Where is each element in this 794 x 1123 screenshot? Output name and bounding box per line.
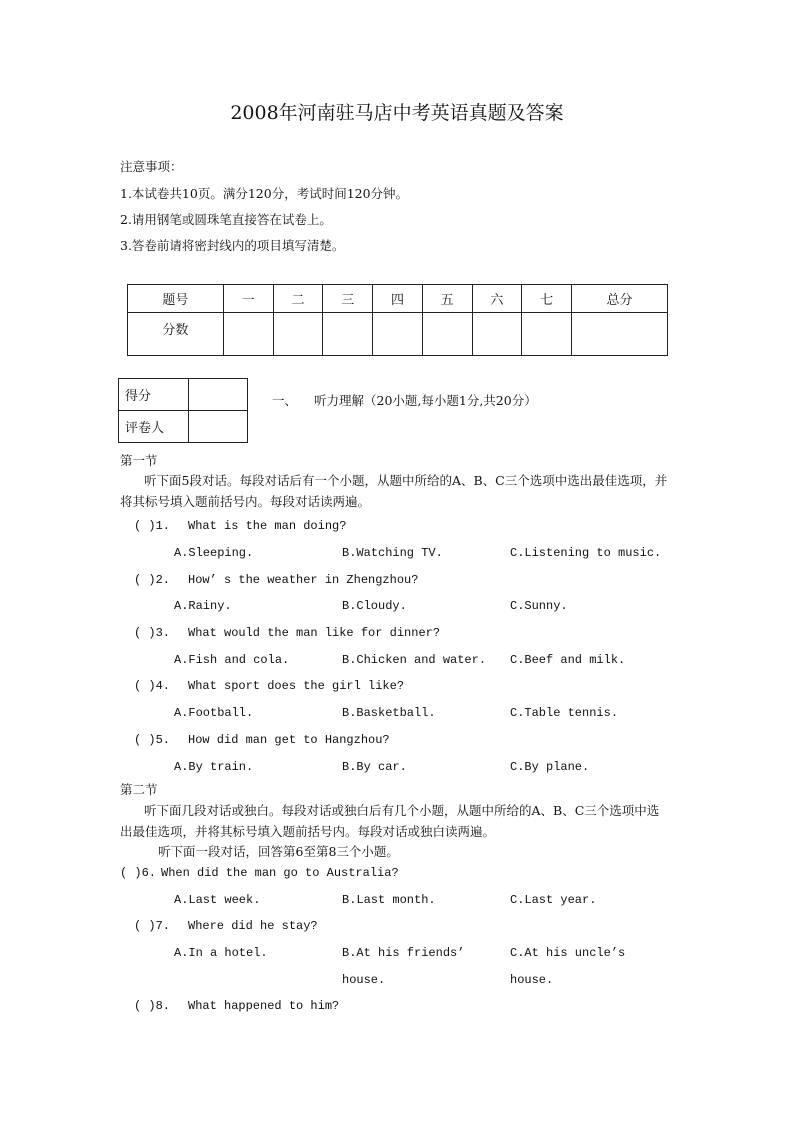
score-header-cell: 二 [273,285,323,313]
q1-blank[interactable]: ( )1. [134,519,171,533]
q4-option-c: C.Table tennis. [510,706,619,720]
q6-option-a: A.Last week. [174,893,261,907]
score-header-cell: 题号 [128,285,224,313]
score-blank-cell[interactable] [472,313,522,356]
note-item-3: 3.答卷前请将密封线内的项目填写清楚。 [120,238,345,253]
q7-option-b-line2: house. [342,973,386,987]
page-title: 2008年河南驻马店中考英语真题及答案 [230,102,564,124]
q7-option-c-line2: house. [510,973,554,987]
q8-blank[interactable]: ( )8. [134,999,171,1013]
section1-instruction: 听下面5段对话。每段对话后有一个小题，从题中所给的A、B、C三个选项中选出最佳选项，并将其标号填入题前括号内。每段对话读两遍。 [120,473,668,509]
q2-option-c: C.Sunny. [510,599,568,613]
score-header-cell: 三 [323,285,373,313]
score-table [127,284,668,356]
q6-blank[interactable]: ( )6. [120,866,157,880]
q3-text: What would the man like for dinner? [188,626,441,640]
part1-title: 听力理解（20小题,每小题1分,共20分） [314,393,537,408]
score-header-cell: 总分 [572,285,668,313]
q5-blank[interactable]: ( )5. [134,733,171,747]
q3-blank[interactable]: ( )3. [134,626,171,640]
q5-option-c: C.By plane. [510,760,590,774]
q7-option-a: A.In a hotel. [174,946,268,960]
q2-text: How’ s the weather in Zhengzhou? [188,573,419,587]
score-header-cell: 五 [422,285,472,313]
section2-title: 第二节 [120,782,158,797]
score-row-label: 分数 [128,313,224,356]
q6-text: When did the man go to Australia? [161,866,399,880]
q4-option-b: B.Basketball. [342,706,436,720]
section2-instruction: 听下面几段对话或独白。每段对话或独白后有几个小题，从题中所给的A、B、C三个选项中选出最佳选项，并将其标号填入题前括号内。每段对话或独白读两遍。 [120,803,660,839]
score-blank-cell[interactable] [373,313,423,356]
score-header-cell: 四 [373,285,423,313]
q7-blank[interactable]: ( )7. [134,919,171,933]
q3-option-a: A.Fish and cola. [174,653,290,667]
part1-number: 一、 [272,393,298,408]
q7-option-c-line1: C.At his uncle’s [510,946,626,960]
q5-text: How did man get to Hangzhou? [188,733,390,747]
score-blank-cell[interactable] [323,313,373,356]
q2-option-b: B.Cloudy. [342,599,407,613]
score-blank-cell[interactable] [572,313,668,356]
score-header-cell: 七 [522,285,572,313]
q4-text: What sport does the girl like? [188,679,405,693]
score-blank-cell[interactable] [422,313,472,356]
score-table-header-row [128,285,668,313]
score-blank-cell[interactable] [273,313,323,356]
q1-option-b: B.Watching TV. [342,546,443,560]
q4-blank[interactable]: ( )4. [134,679,171,693]
score-blank-cell[interactable] [223,313,273,356]
q8-text: What happened to him? [188,999,340,1013]
q1-text: What is the man doing? [188,519,347,533]
grader-score-blank[interactable] [189,379,248,411]
q5-option-a: A.By train. [174,760,254,774]
score-header-cell: 一 [223,285,273,313]
q1-option-c: C.Listening to music. [510,546,662,560]
score-header-cell: 六 [472,285,522,313]
q6-option-b: B.Last month. [342,893,436,907]
note-item-1: 1.本试卷共10页。满分120分，考试时间120分钟。 [120,186,409,201]
score-blank-cell[interactable] [522,313,572,356]
notes-heading: 注意事项： [120,159,183,174]
grader-score-label: 得分 [119,379,189,411]
q7-text: Where did he stay? [188,919,318,933]
q5-option-b: B.By car. [342,760,407,774]
q2-blank[interactable]: ( )2. [134,573,171,587]
q4-option-a: A.Football. [174,706,254,720]
q2-option-a: A.Rainy. [174,599,232,613]
section2-sub-instruction: 听下面一段对话，回答第6至第8三个小题。 [158,844,399,859]
grader-table [118,378,248,443]
q1-option-a: A.Sleeping. [174,546,254,560]
score-table-value-row [128,313,668,356]
q6-option-c: C.Last year. [510,893,597,907]
grader-name-blank[interactable] [189,411,248,443]
q3-option-b: B.Chicken and water. [342,653,487,667]
note-item-2: 2.请用钢笔或圆珠笔直接答在试卷上。 [120,212,332,227]
grader-name-label: 评卷人 [119,411,189,443]
q3-option-c: C.Beef and milk. [510,653,626,667]
section1-title: 第一节 [120,453,158,468]
q7-option-b-line1: B.At his friends’ [342,946,465,960]
